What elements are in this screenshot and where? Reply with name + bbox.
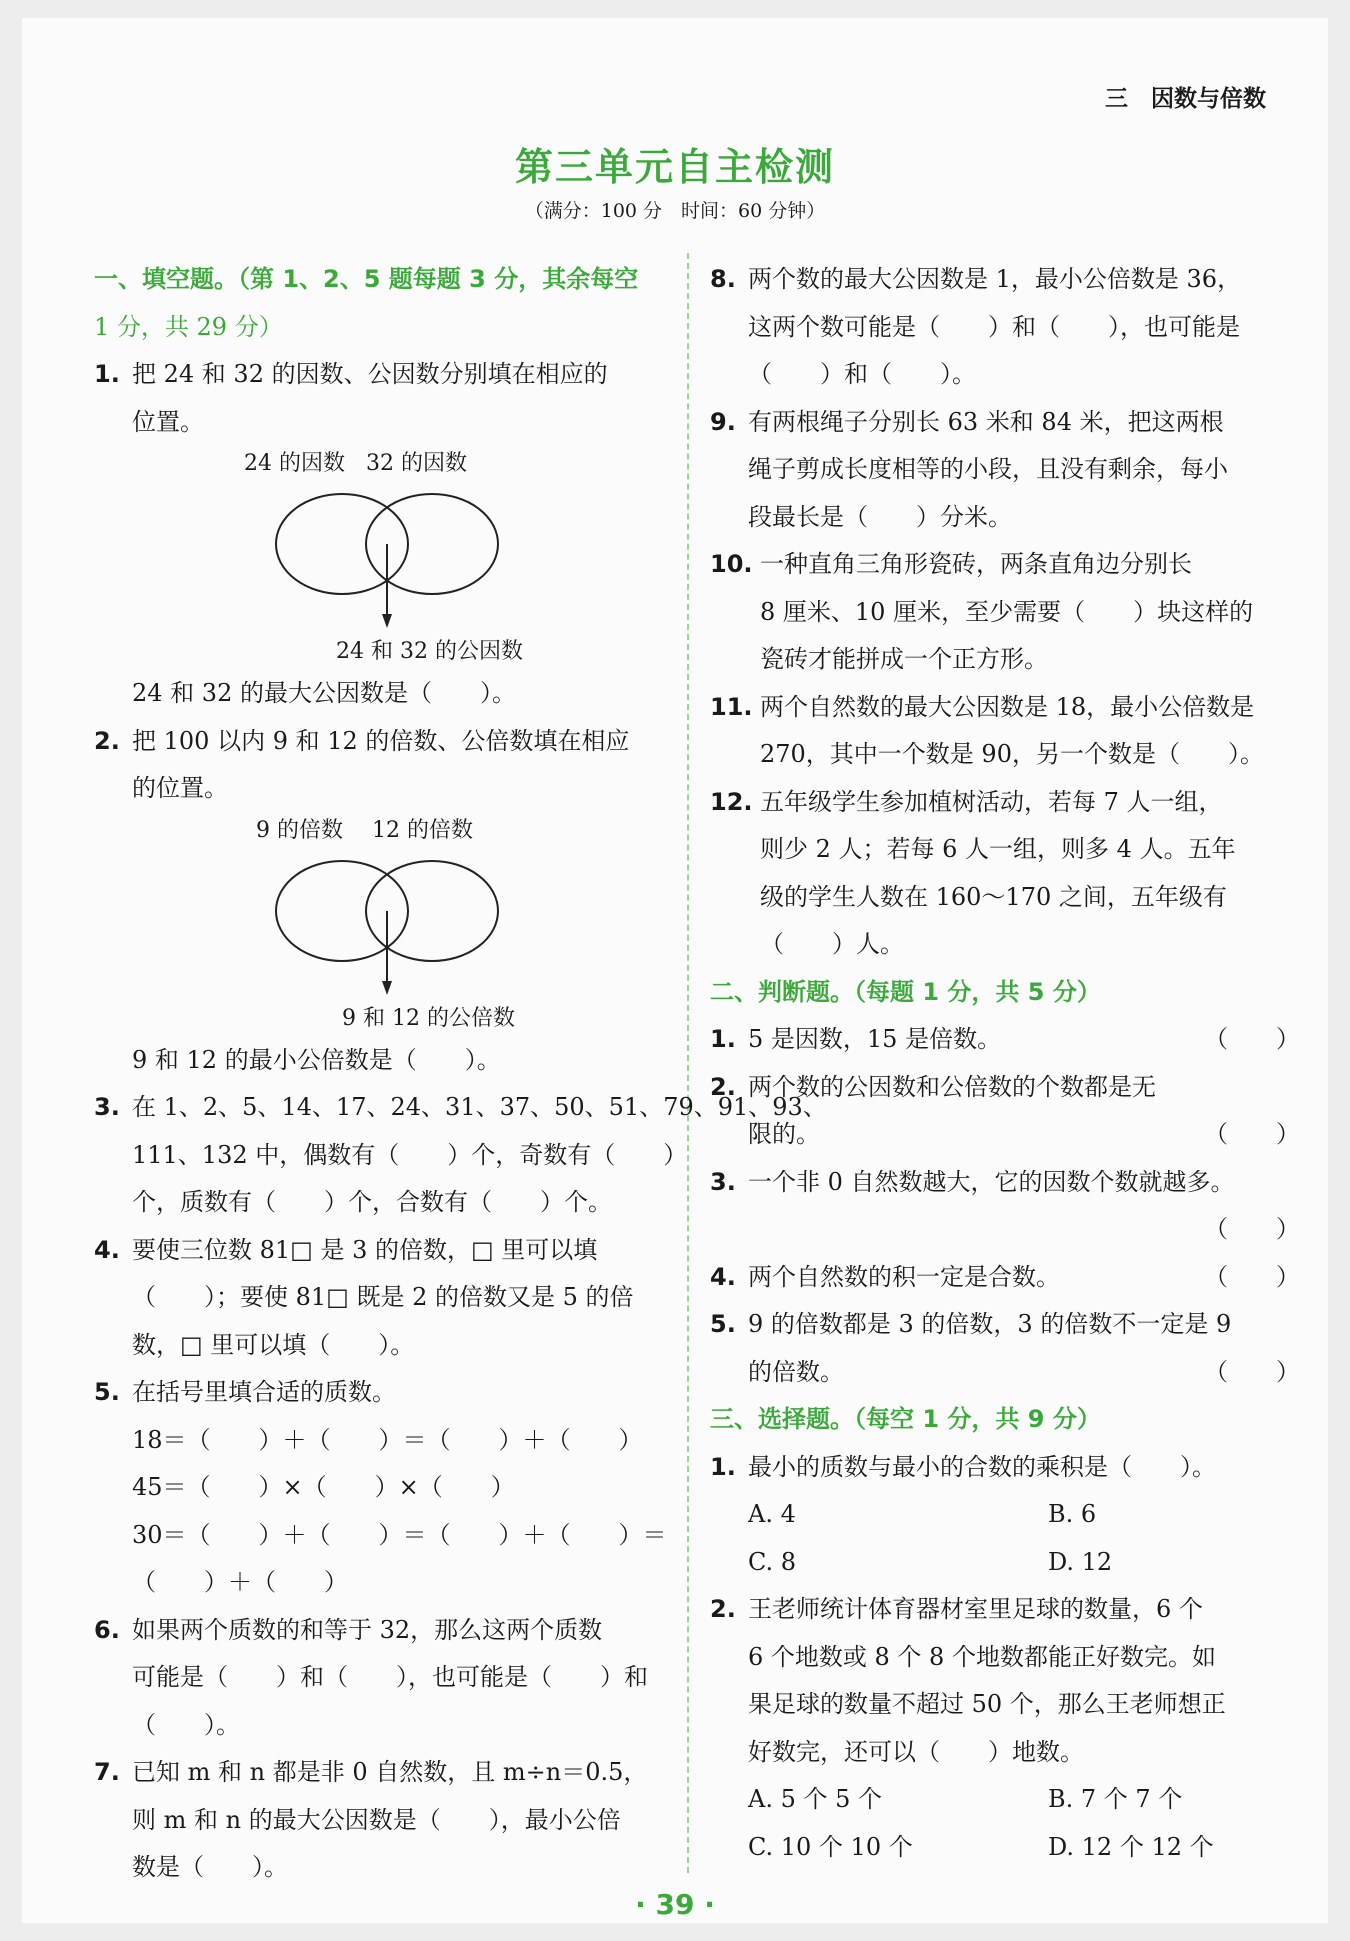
question-4: 4. 要使三位数 81□ 是 3 的倍数，□ 里可以填 — [94, 1235, 598, 1264]
question-8-cont: 这两个数可能是（ ）和（ ），也可能是 — [748, 312, 1240, 341]
question-10-cont: 瓷砖才能拼成一个正方形。 — [760, 645, 1048, 673]
question-12-cont: （ ）人。 — [760, 930, 904, 958]
section-1-heading-cont: 1 分，共 29 分） — [94, 312, 283, 341]
question-7-cont: 数是（ ）。 — [132, 1853, 288, 1881]
page-title: 第三单元自主检测 — [514, 145, 835, 189]
answer-paren: （ ） — [1204, 1262, 1300, 1291]
question-3-cont: 个，质数有（ ）个，合数有（ ）个。 — [132, 1188, 612, 1216]
judge-2-cont: 限的。 （ ） — [710, 1111, 1300, 1159]
question-11: 11. 两个自然数的最大公因数是 18，最小公倍数是 — [710, 692, 1255, 721]
choice-1-options — [710, 1491, 1300, 1539]
judge-5-cont: 的倍数。 （ ） — [710, 1349, 1300, 1397]
question-8-cont: （ ）和（ ）。 — [748, 360, 976, 388]
question-6-cont: 可能是（ ）和（ ），也可能是（ ）和 — [132, 1663, 648, 1691]
venn-diagram-2 — [94, 813, 674, 1037]
question-12-cont: 级的学生人数在 160～170 之间，五年级有 — [760, 882, 1227, 911]
option-c: C. 10 个 10 个 — [748, 1832, 913, 1861]
question-7: 7. 已知 m 和 n 都是非 0 自然数，且 m÷n＝0.5， — [94, 1758, 648, 1786]
page-subtitle: （满分：100 分 时间：60 分钟） — [524, 200, 826, 222]
option-c: C. 8 — [748, 1547, 797, 1576]
question-2-answer: 9 和 12 的最小公倍数是（ ）。 — [132, 1045, 501, 1074]
question-1: 1. 把 24 和 32 的因数、公因数分别填在相应的 — [94, 360, 608, 388]
question-3: 3. 在 1、2、5、14、17、24、31、37、50、51、79、91、93、 — [94, 1093, 827, 1121]
option-d: D. 12 — [1048, 1547, 1113, 1576]
venn-1-bottom-label: 24 和 32 的公因数 — [336, 639, 523, 664]
venn-2-bottom-label: 9 和 12 的公倍数 — [342, 1005, 515, 1031]
question-2: 2. 把 100 以内 9 和 12 的倍数、公倍数填在相应 — [94, 726, 630, 755]
question-5-line: 45＝（ ）×（ ）×（ ） — [132, 1473, 515, 1501]
venn-2-left-label: 9 的倍数 — [256, 817, 343, 843]
question-1-answer: 24 和 32 的最大公因数是（ ）。 — [132, 679, 516, 707]
answer-paren: （ ） — [1204, 1025, 1300, 1053]
answer-paren: （ ） — [1204, 1215, 1300, 1243]
venn-1-circles — [274, 482, 514, 632]
answer-paren: （ ） — [1204, 1120, 1300, 1148]
question-3-cont: 111、132 中，偶数有（ ）个，奇数有（ ） — [132, 1140, 688, 1169]
question-2-cont: 的位置。 — [132, 774, 228, 802]
question-5: 5. 在括号里填合适的质数。 — [94, 1378, 396, 1406]
section-3-heading: 三、选择题。（每空 1 分，共 9 分） — [710, 1405, 1101, 1433]
page-number: · 39 · — [635, 1888, 715, 1921]
judge-4: 4. 两个自然数的积一定是合数。 （ ） — [710, 1254, 1300, 1302]
column-divider — [687, 253, 689, 1873]
question-5-line: 30＝（ ）＋（ ）＝（ ）＋（ ）＝ — [132, 1520, 667, 1549]
question-9: 9. 有两根绳子分别长 63 米和 84 米，把这两根 — [710, 407, 1224, 436]
question-9-cont: 段最长是（ ）分米。 — [748, 502, 1012, 531]
question-9-cont: 绳子剪成长度相等的小段，且没有剩余，每小 — [748, 455, 1228, 483]
question-10: 10. 一种直角三角形瓷砖，两条直角边分别长 — [710, 550, 1192, 578]
question-8: 8. 两个数的最大公因数是 1，最小公倍数是 36， — [710, 265, 1242, 293]
venn-2-right-label: 12 的倍数 — [372, 817, 473, 843]
section-1-heading: 一、填空题。（第 1、2、5 题每题 3 分，其余每空 — [94, 265, 639, 293]
option-a: A. 4 — [748, 1500, 796, 1528]
choice-2-options — [710, 1824, 1300, 1872]
option-b: B. 7 个 7 个 — [1048, 1785, 1183, 1813]
choice-2-cont: 好数完，还可以（ ）地数。 — [748, 1737, 1084, 1766]
section-2-heading: 二、判断题。（每题 1 分，共 5 分） — [710, 977, 1101, 1006]
venn-2-circles — [274, 849, 514, 999]
judge-5: 5. 9 的倍数都是 3 的倍数，3 的倍数不一定是 9 — [710, 1310, 1232, 1338]
question-11-cont: 270，其中一个数是 90，另一个数是（ ）。 — [760, 740, 1264, 768]
question-6-cont: （ ）。 — [132, 1710, 240, 1739]
choice-2: 2. 王老师统计体育器材室里足球的数量，6 个 — [710, 1595, 1203, 1623]
venn-1-right-label: 32 的因数 — [366, 451, 467, 476]
judge-2: 2. 两个数的公因数和公倍数的个数都是无 — [710, 1072, 1156, 1101]
question-1-cont: 位置。 — [132, 407, 204, 436]
judge-1: 1. 5 是因数，15 是倍数。 （ ） — [710, 1016, 1300, 1064]
question-12-cont: 则少 2 人；若每 6 人一组，则多 4 人。五年 — [760, 835, 1236, 863]
choice-2-cont: 果足球的数量不超过 50 个，那么王老师想正 — [748, 1690, 1226, 1718]
option-b: B. 6 — [1048, 1500, 1097, 1528]
question-4-cont: （ ）；要使 81□ 既是 2 的倍数又是 5 的倍 — [132, 1283, 634, 1311]
question-5-line: （ ）＋（ ） — [132, 1568, 348, 1596]
question-6: 6. 如果两个质数的和等于 32，那么这两个质数 — [94, 1615, 603, 1644]
worksheet-page — [22, 18, 1328, 1923]
question-7-cont: 则 m 和 n 的最大公因数是（ ），最小公倍 — [132, 1805, 621, 1834]
option-d: D. 12 个 12 个 — [1048, 1832, 1214, 1861]
question-10-cont: 8 厘米、10 厘米，至少需要（ ）块这样的 — [760, 597, 1254, 626]
chapter-header: 三 因数与倍数 — [1105, 86, 1266, 112]
option-a: A. 5 个 5 个 — [748, 1785, 883, 1813]
choice-2-cont: 6 个地数或 8 个 8 个地数都能正好数完。如 — [748, 1642, 1216, 1671]
judge-3: 3. 一个非 0 自然数越大，它的因数个数就越多。 — [710, 1167, 1235, 1196]
answer-paren: （ ） — [1204, 1357, 1300, 1386]
venn-1-left-label: 24 的因数 — [244, 451, 345, 476]
question-12: 12. 五年级学生参加植树活动，若每 7 人一组， — [710, 787, 1223, 816]
right-column — [710, 256, 1300, 1871]
question-5-line: 18＝（ ）＋（ ）＝（ ）＋（ ） — [132, 1425, 643, 1454]
venn-diagram-1 — [94, 446, 674, 670]
choice-1-options — [710, 1539, 1300, 1587]
judge-3-cont — [710, 1206, 1300, 1254]
choice-2-options — [710, 1776, 1300, 1824]
choice-1: 1. 最小的质数与最小的合数的乘积是（ ）。 — [710, 1452, 1216, 1481]
question-4-cont: 数，□ 里可以填（ ）。 — [132, 1330, 415, 1359]
